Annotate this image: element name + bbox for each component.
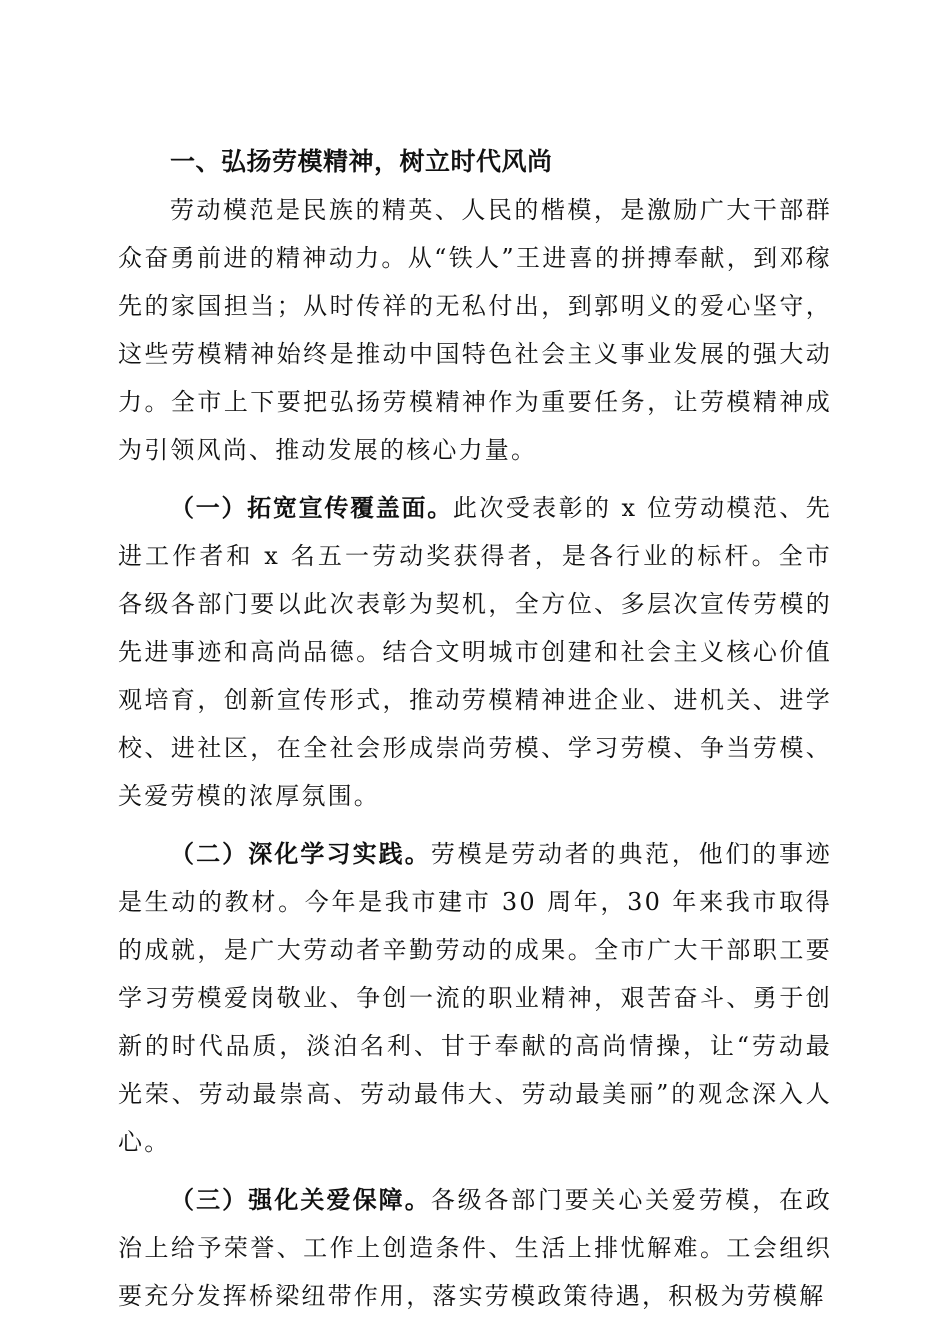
item-title-3: （三）强化关爱保障。 [170, 1186, 431, 1214]
item-body-2: 劳模是劳动者的典范，他们的事迹是生动的教材。今年是我市建市 30 周年，30 年来我市取得的成就，是广大劳动者辛勤劳动的成果。全市广大干部职工要学习劳模爱岗敬业、争创一流的职业精神，艰苦奋斗、勇于创新的时代品质，淡泊名利、甘于奉献的高尚情操，让“劳动最光荣、劳动最崇高、劳动最伟大、劳动最美丽”的观念深入人心。 [118, 840, 833, 1156]
item-body-1: 此次受表彰的 x 位劳动模范、先进工作者和 x 名五一劳动奖获得者，是各行业的标杆。全市各级各部门要以此次表彰为契机，全方位、多层次宣传劳模的先进事迹和高尚品德。结合文明城市创建和社会主义核心价值观培育，创新宣传形式，推动劳模精神进企业、进机关、进学校、进社区，在全社会形成崇尚劳模、学习劳模、争当劳模、关爱劳模的浓厚氛围。 [118, 494, 832, 810]
item-title-1: （一）拓宽宣传覆盖面。 [170, 494, 453, 522]
item-paragraph-1 [118, 484, 832, 820]
item-paragraph-3 [118, 1176, 832, 1320]
item-title-2: （二）深化学习实践。 [170, 840, 431, 868]
paragraph-gap [118, 820, 832, 830]
section-heading: 一、弘扬劳模精神，树立时代风尚 [170, 147, 553, 176]
intro-paragraph: 劳动模范是民族的精英、人民的楷模，是激励广大干部群众奋勇前进的精神动力。从“铁人”王进喜的拼搏奉献，到邓稼先的家国担当；从时传祥的无私付出，到郭明义的爱心坚守，这些劳模精神始终是推动中国特色社会主义事业发展的强大动力。全市上下要把弘扬劳模精神作为重要任务，让劳模精神成为引领风尚、推动发展的核心力量。 [118, 196, 832, 464]
item-body-3: 各级各部门要关心关爱劳模，在政治上给予荣誉、工作上创造条件、生活上排忧解难。工会组织要充分发挥桥梁纽带作用，落实劳模政策待遇，积极为劳模解 [118, 1186, 833, 1310]
paragraph-gap [118, 1166, 832, 1176]
item-paragraph-2 [118, 830, 832, 1166]
paragraph-gap [118, 474, 832, 484]
